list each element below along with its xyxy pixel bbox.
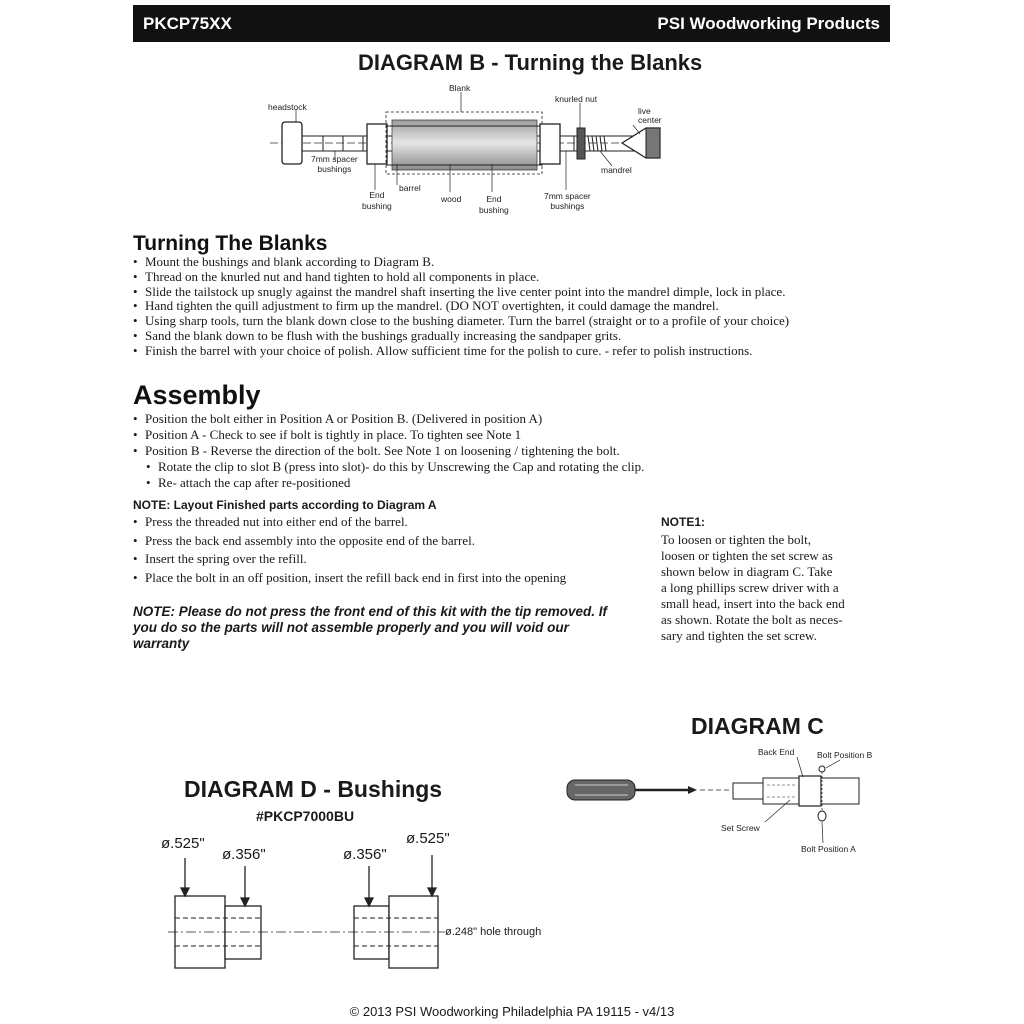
list-item: • Position the bolt either in Position A or Position B. (Delivered in position A) — [133, 411, 620, 427]
dim-525-right: ø.525" — [406, 830, 450, 847]
list-item: • Sand the blank down to be flush with the bushings gradually increasing the sandpaper grits. — [133, 329, 789, 344]
note1-line: loosen or tighten the set screw as — [661, 548, 833, 563]
list-item: • Finish the barrel with your choice of polish. Allow sufficient time for the polish to cure. - refer to polish instructions. — [133, 344, 789, 359]
label-set-screw: Set Screw — [721, 823, 760, 833]
list-item: • Using sharp tools, turn the blank down close to the bushing diameter. Turn the barrel (straight or to a profile of your choice) — [133, 314, 789, 329]
label-wood: wood — [441, 194, 462, 204]
list-item: • Rotate the clip to slot B (press into slot)- do this by Unscrewing the Cap and rotating the clip. — [146, 459, 644, 475]
hole-through-label: ø.248" hole through — [445, 926, 542, 938]
list-item: • Position A - Check to see if bolt is tightly in place. To tighten see Note 1 — [133, 427, 620, 443]
list-item: • Press the threaded nut into either end of the barrel. — [133, 513, 566, 532]
note1-line: sary and tighten the set screw. — [661, 628, 817, 643]
product-code: PKCP75XX — [143, 14, 232, 33]
list-item: • Mount the bushings and blank according to Diagram B. — [133, 255, 789, 270]
bushing-small-left — [225, 906, 261, 959]
left-end-bushing — [367, 124, 387, 164]
screwdriver-handle — [567, 780, 635, 800]
label-mandrel: mandrel — [601, 165, 632, 175]
label-barrel: barrel — [399, 183, 421, 193]
label-bolt-position-b: Bolt Position B — [817, 750, 873, 760]
label-knurled-nut: knurled nut — [555, 94, 598, 104]
bushing-small-right — [354, 906, 389, 959]
list-item: • Thread on the knurled nut and hand tighten to hold all components in place. — [133, 270, 789, 285]
note1-line: a long phillips screw driver with a — [661, 580, 839, 595]
dim-356-right: ø.356" — [343, 846, 387, 863]
footer-copyright: © 2013 PSI Woodworking Philadelphia PA 19115 - v4/13 — [349, 1004, 675, 1019]
list-item: • Slide the tailstock up snugly against the mandrel shaft inserting the live center point into the mandrel dimple, lock in place. — [133, 285, 789, 300]
label-live-center: live center — [638, 106, 662, 125]
note1-box — [661, 515, 845, 644]
label-end-bushing-right: End bushing — [479, 194, 509, 215]
layout-note-heading: NOTE: Layout Finished parts according to Diagram A — [133, 498, 437, 512]
label-blank: Blank — [449, 83, 471, 93]
brand-name: PSI Woodworking Products — [657, 14, 880, 33]
list-item: • Insert the spring over the refill. — [133, 550, 566, 569]
list-item: • Position B - Reverse the direction of the bolt. See Note 1 on loosening / tightening the bolt. — [133, 443, 620, 459]
list-item: • Place the bolt in an off position, insert the refill back end in first into the opening — [133, 569, 566, 588]
layout-note-list — [133, 513, 566, 587]
list-item: • Re- attach the cap after re-positioned — [146, 475, 644, 491]
headstock-shape — [282, 122, 302, 164]
note1-heading: NOTE1: — [661, 515, 706, 529]
list-item: • Hand tighten the quill adjustment to firm up the mandrel. (DO NOT overtighten, it could damage the mandrel. — [133, 299, 789, 314]
dim-525-left: ø.525" — [161, 835, 205, 852]
right-end-bushing — [540, 124, 560, 164]
dim-356-left: ø.356" — [222, 846, 266, 863]
knurled-nut — [577, 128, 585, 159]
label-headstock: headstock — [268, 102, 307, 112]
note1-line: small head, insert into the back end — [661, 596, 845, 611]
note1-line: To loosen or tighten the bolt, — [661, 532, 812, 547]
note1-line: as shown. Rotate the bolt as neces- — [661, 612, 843, 627]
diagram-b-illustration — [255, 80, 675, 215]
bushing-large-right — [389, 896, 438, 968]
label-end-bushing-left: End bushing — [362, 190, 392, 211]
label-spacer-left: 7mm spacer bushings — [311, 154, 358, 174]
label-bolt-position-a: Bolt Position A — [801, 844, 856, 854]
diagram-b-title: DIAGRAM B - Turning the Blanks — [358, 50, 703, 75]
diagram-d-illustration — [160, 855, 450, 975]
diagram-d-title: DIAGRAM D - Bushings — [184, 776, 443, 802]
assembly-sublist — [146, 459, 644, 491]
note1-line: shown below in diagram C. Take — [661, 564, 833, 579]
turning-list — [133, 255, 789, 359]
list-item: • Press the back end assembly into the opposite end of the barrel. — [133, 532, 566, 551]
diagram-d-part-number: #PKCP7000BU — [256, 808, 355, 824]
label-back-end: Back End — [758, 747, 795, 757]
assembly-list — [133, 411, 620, 459]
warranty-warning: NOTE: Please do not press the front end of this kit with the tip removed. If you do so the parts will not assemble properly and you will void our warranty — [133, 604, 608, 651]
diagram-c-title: DIAGRAM C — [691, 713, 824, 739]
header-bar — [133, 5, 890, 42]
assembly-heading: Assembly — [133, 380, 261, 410]
wood-blank — [392, 120, 537, 170]
turning-heading: Turning The Blanks — [133, 232, 328, 255]
label-spacer-right: 7mm spacer bushings — [544, 191, 591, 211]
